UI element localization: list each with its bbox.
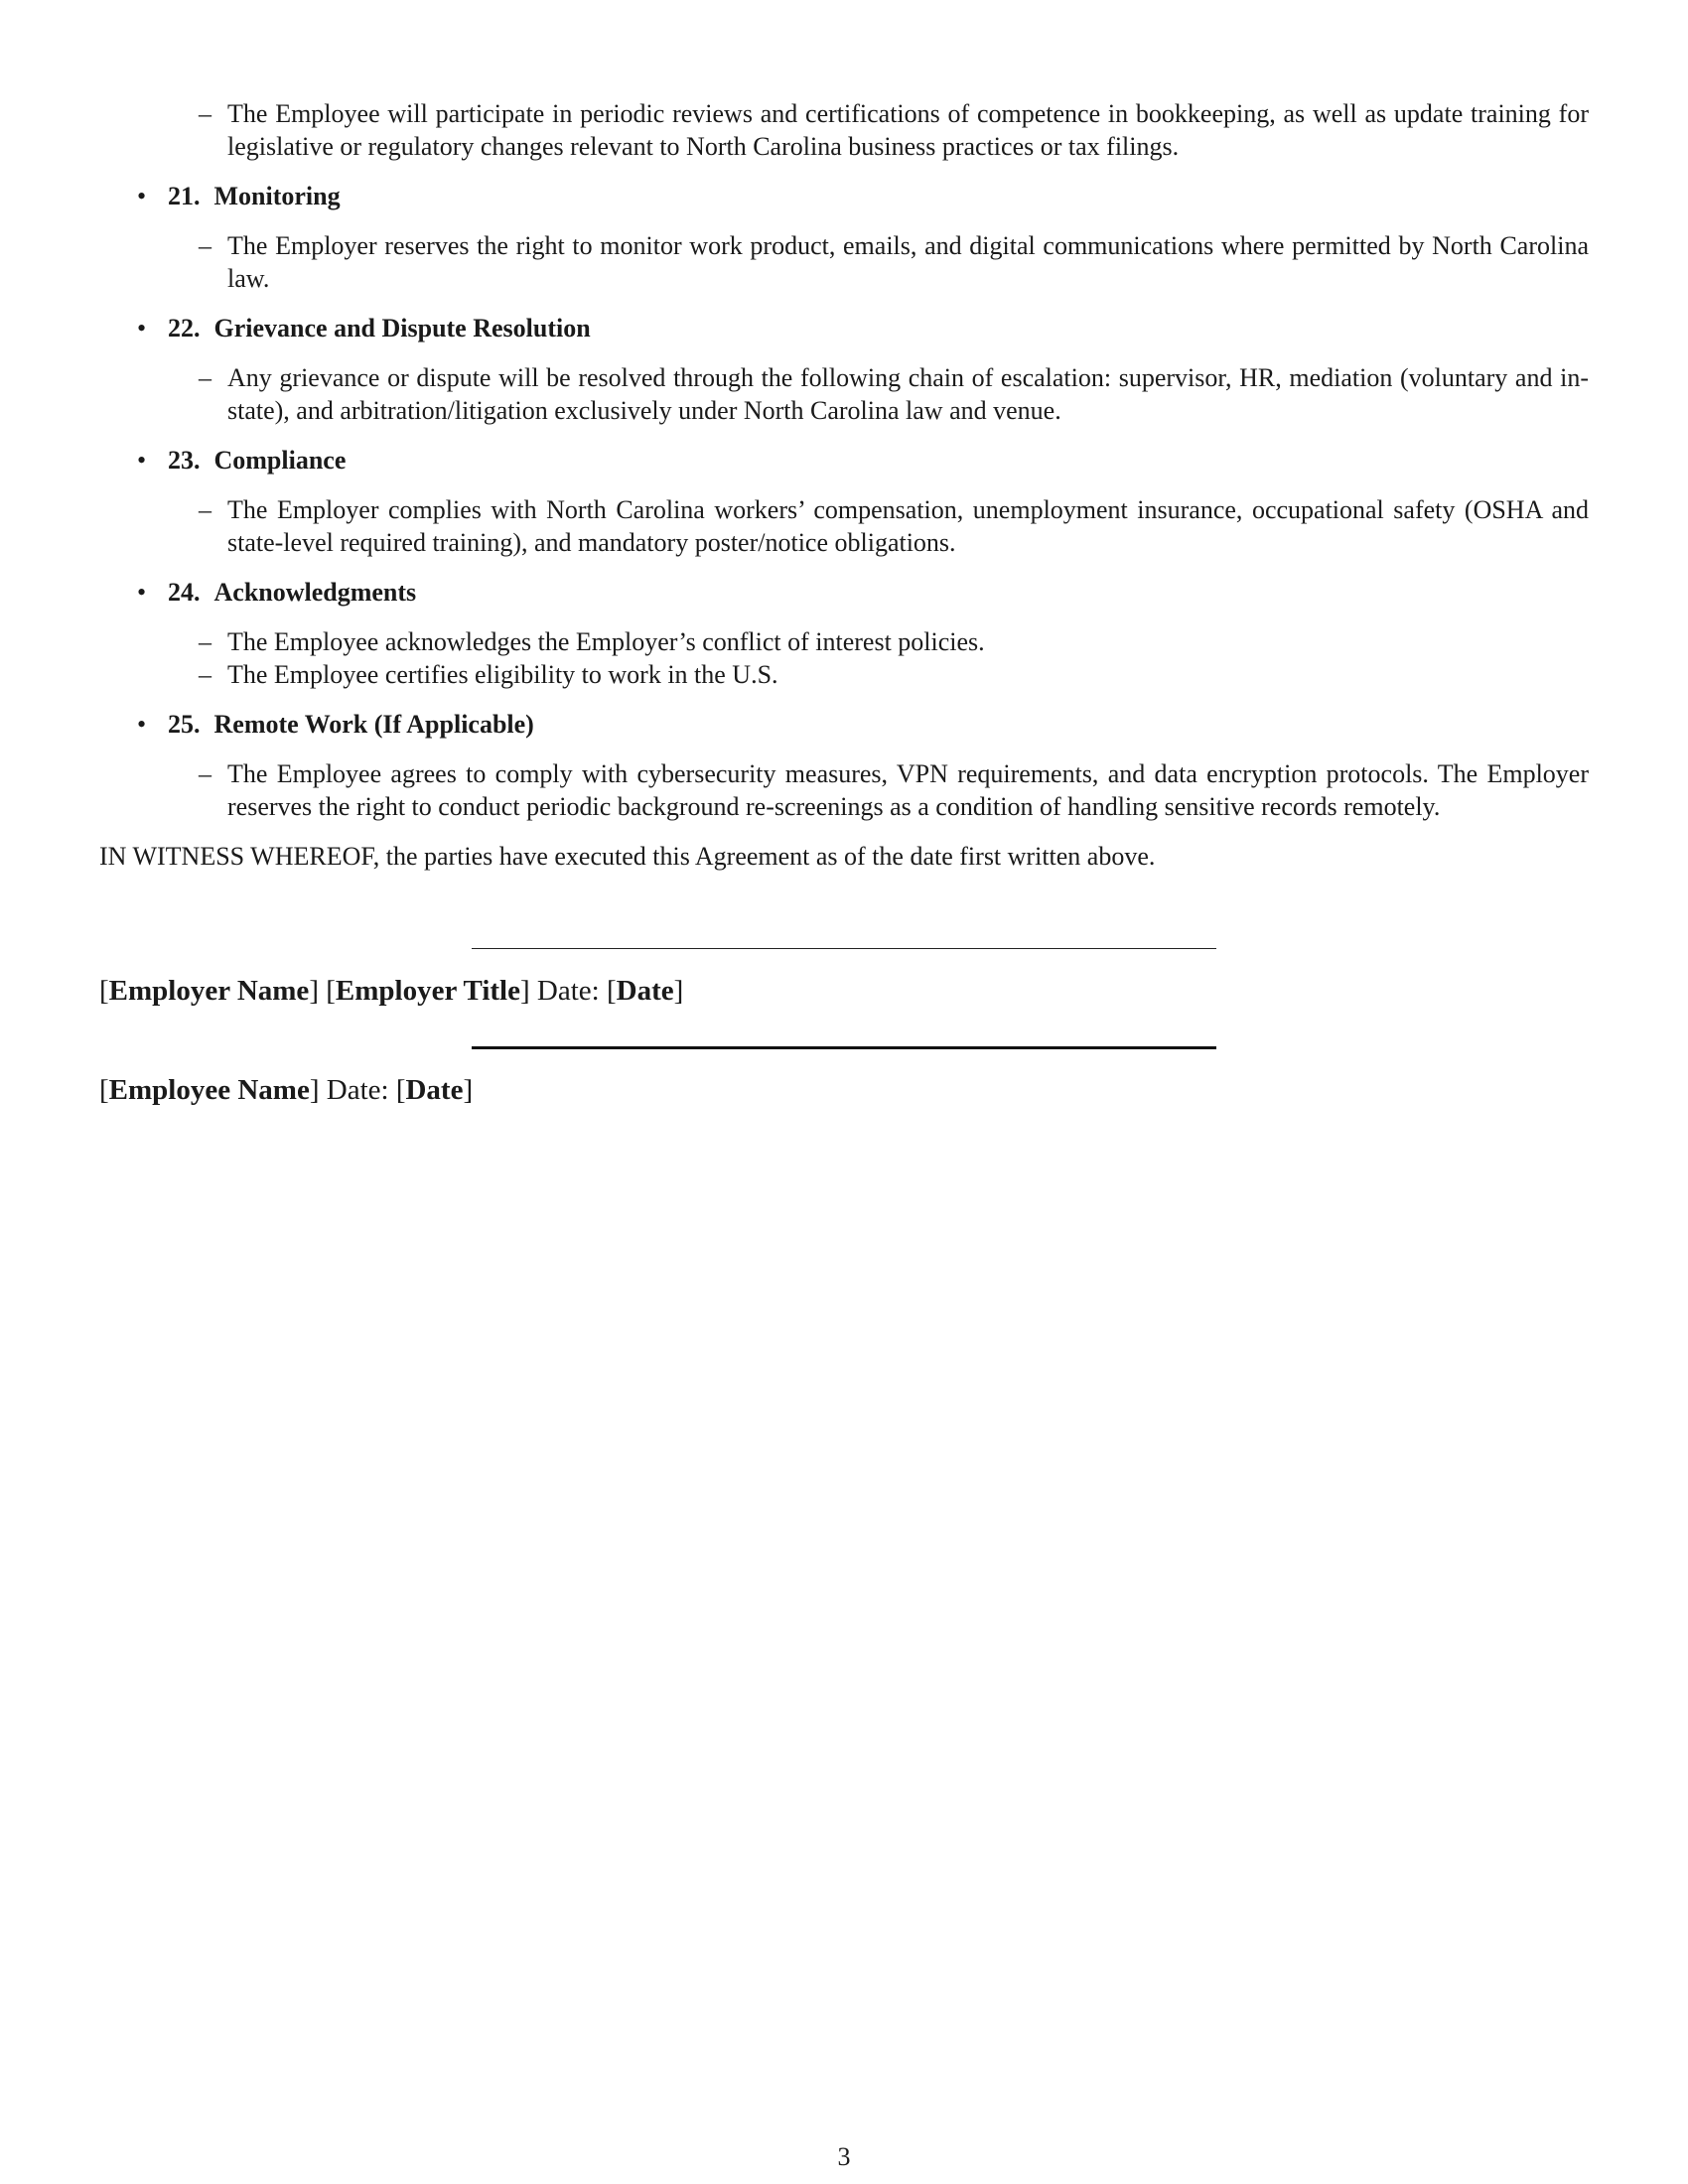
bullet-marker: •	[137, 182, 147, 210]
employee-signature-line	[472, 1046, 1216, 1049]
section-title: Compliance	[213, 446, 347, 475]
section-items-25	[99, 757, 1589, 823]
section-heading-21	[99, 180, 1589, 212]
section-number: 24.	[168, 578, 201, 607]
dash-marker: –	[199, 231, 211, 260]
employer-date-label: Date:	[536, 975, 600, 1007]
bullet-marker: •	[137, 446, 147, 475]
list-item	[99, 757, 1589, 823]
dash-marker: –	[199, 363, 211, 392]
list-item-text: The Employer reserves the right to monitor work product, emails, and digital communications where permitted by North Carolina law.	[227, 231, 1589, 293]
employee-name: Employee Name	[108, 1074, 310, 1106]
section-items-24	[99, 625, 1589, 691]
employer-signature-block: [Employer Name] [Employer Title] Date: [Date]	[99, 975, 684, 1007]
section-heading-24	[99, 576, 1589, 609]
employee-date: Date	[405, 1074, 464, 1106]
list-item	[99, 361, 1589, 427]
list-item-text: The Employee acknowledges the Employer’s conflict of interest policies.	[227, 627, 985, 656]
page-number: 3	[837, 2142, 851, 2171]
list-item	[99, 658, 1589, 691]
employee-date-label: Date:	[326, 1074, 389, 1106]
list-item-text: The Employer complies with North Carolina workers’ compensation, unemployment insurance, occupational safety (OSHA and state-level required training), and mandatory poster/notice obligations.	[227, 495, 1589, 557]
section-heading-22	[99, 312, 1589, 344]
list-item	[99, 229, 1589, 295]
dash-marker: –	[199, 495, 211, 524]
section-number: 23.	[168, 446, 201, 475]
section-items-22	[99, 361, 1589, 427]
section-number: 22.	[168, 314, 201, 342]
bullet-marker: •	[137, 578, 147, 607]
dash-marker: –	[199, 759, 211, 788]
document-body	[99, 97, 1589, 873]
section-heading-25	[99, 708, 1589, 741]
bullet-marker: •	[137, 710, 147, 739]
employer-title: Employer Title	[335, 975, 520, 1007]
dash-marker: –	[199, 627, 211, 656]
list-item-text: The Employee certifies eligibility to work in the U.S.	[227, 660, 778, 689]
section-title: Acknowledgments	[213, 578, 417, 607]
employer-signature-line	[472, 948, 1216, 949]
list-item-text: The Employee agrees to comply with cybersecurity measures, VPN requirements, and data encryption protocols. The Employer reserves the right to conduct periodic background re-screenings as a condition of handling sensitive records remotely.	[227, 759, 1589, 821]
dash-marker: –	[199, 99, 211, 128]
bullet-marker: •	[137, 314, 147, 342]
section-number: 25.	[168, 710, 201, 739]
section-items-21	[99, 229, 1589, 295]
continued-list-item	[99, 97, 1589, 163]
section-title: Monitoring	[213, 182, 341, 210]
list-item-text: The Employee will participate in periodic reviews and certifications of competence in bookkeeping, as well as update training for legislative or regulatory changes relevant to North Carolina business practices or tax filings.	[227, 99, 1589, 161]
employer-name: Employer Name	[108, 975, 310, 1007]
section-items-23	[99, 493, 1589, 559]
list-item	[99, 625, 1589, 658]
section-title: Remote Work (If Applicable)	[213, 710, 534, 739]
list-item	[99, 493, 1589, 559]
employer-date: Date	[616, 975, 674, 1007]
section-number: 21.	[168, 182, 201, 210]
list-item-text: Any grievance or dispute will be resolved through the following chain of escalation: supervisor, HR, mediation (voluntary and in-state), and arbitration/litigation exclusively under North Carolina law and venue.	[227, 363, 1589, 425]
section-heading-23	[99, 444, 1589, 477]
dash-marker: –	[199, 660, 211, 689]
section-title: Grievance and Dispute Resolution	[213, 314, 591, 342]
employee-signature-block: [Employee Name] Date: [Date]	[99, 1074, 474, 1106]
witness-statement: IN WITNESS WHEREOF, the parties have executed this Agreement as of the date first written above.	[99, 842, 1156, 871]
